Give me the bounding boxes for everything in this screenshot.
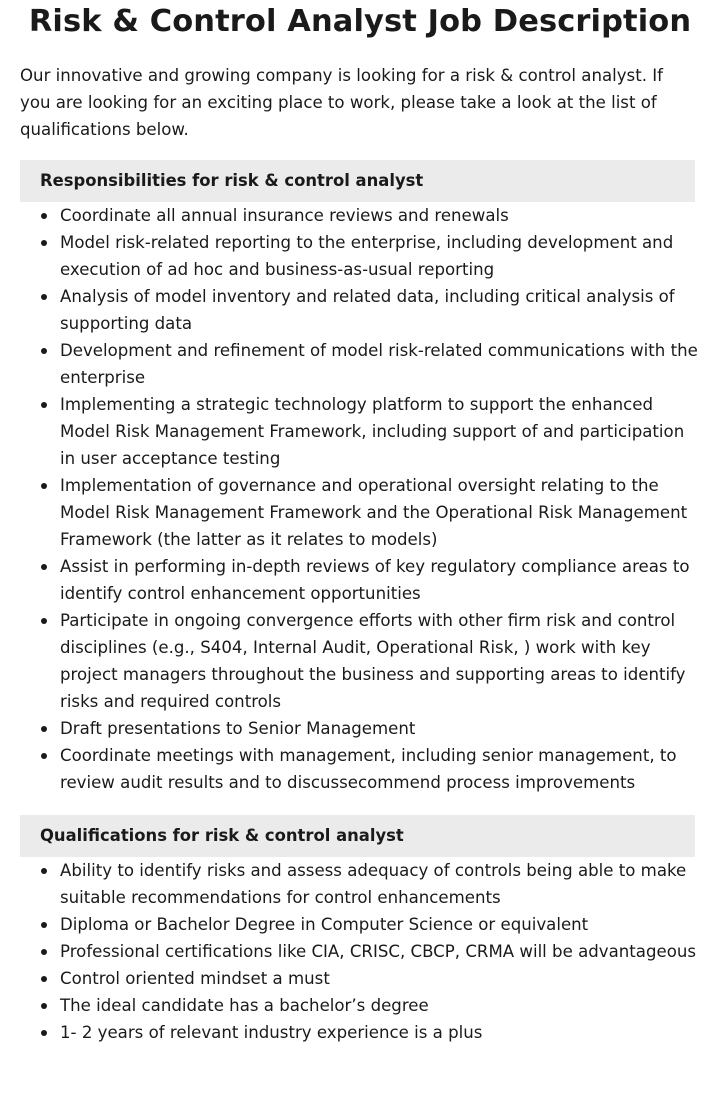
responsibility-item: Assist in performing in-depth reviews of key regulatory compliance areas to identify control enhancement opportunities: [0, 553, 720, 607]
intro-paragraph: Our innovative and growing company is looking for a risk & control analyst. If you are looking for an exciting place to work, please take a look at the list of qualifications below.: [20, 66, 663, 139]
responsibility-item: Coordinate meetings with management, including senior management, to review audit results and to discussecommend process improvements: [0, 742, 720, 796]
qualifications-list: [0, 857, 720, 1046]
qualifications-heading: Qualifications for risk & control analyst: [20, 815, 695, 857]
responsibility-item: Model risk-related reporting to the enterprise, including development and execution of ad hoc and business-as-usual reporting: [0, 229, 720, 283]
qualification-item: Diploma or Bachelor Degree in Computer Science or equivalent: [0, 911, 720, 938]
qualification-item: Ability to identify risks and assess adequacy of controls being able to make suitable recommendations for control enhancements: [0, 857, 720, 911]
qualification-item: Professional certifications like CIA, CRISC, CBCP, CRMA will be advantageous: [0, 938, 720, 965]
page-title: Risk & Control Analyst Job Description: [28, 4, 692, 39]
responsibility-item: Implementation of governance and operational oversight relating to the Model Risk Management Framework and the Operational Risk Management Framework (the latter as it relates to models): [0, 472, 720, 553]
responsibility-item: Draft presentations to Senior Management: [0, 715, 720, 742]
responsibility-item: Analysis of model inventory and related data, including critical analysis of supporting data: [0, 283, 720, 337]
responsibilities-heading: Responsibilities for risk & control analyst: [20, 160, 695, 202]
responsibility-item: Implementing a strategic technology platform to support the enhanced Model Risk Management Framework, including support of and participation in user acceptance testing: [0, 391, 720, 472]
responsibility-item: Participate in ongoing convergence efforts with other firm risk and control disciplines (e.g., S404, Internal Audit, Operational Risk, ) work with key project managers throughout the business and supporting areas to identify risks and required controls: [0, 607, 720, 715]
qualification-item: Control oriented mindset a must: [0, 965, 720, 992]
responsibility-item: Coordinate all annual insurance reviews and renewals: [0, 202, 720, 229]
qualification-item: 1- 2 years of relevant industry experience is a plus: [0, 1019, 720, 1046]
responsibilities-list: [0, 202, 720, 796]
responsibility-item: Development and refinement of model risk-related communications with the enterprise: [0, 337, 720, 391]
qualification-item: The ideal candidate has a bachelor’s degree: [0, 992, 720, 1019]
